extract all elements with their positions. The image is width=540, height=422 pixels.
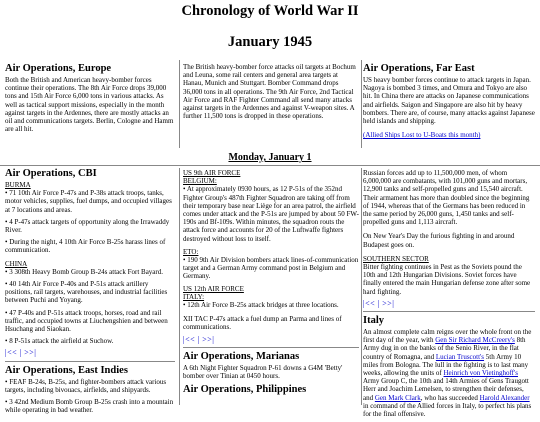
divider (179, 60, 180, 148)
page-subtitle: January 1945 (227, 34, 313, 50)
marianas-heading: Air Operations, Marianas (183, 350, 300, 362)
list-item: • FEAF B-24s, B-25s, and fighter-bombers attack various targets, including bivouacs, airfields, and shipyards. (5, 377, 167, 394)
list-item: • 47 P-40s and P-51s attack troops, horses, road and rail traffic, and occupied towns at Liuchengshien and between Hsuchang and Siaokan. (5, 308, 168, 334)
list-item: • During the night, 4 10th Air Force B-25s harass lines of communication. (5, 238, 166, 255)
list-item: • 8 P-51s attack the airfield at Suchow. (5, 337, 114, 346)
xii-tac-text: XII TAC P-47s attack a fuel dump an Parma and lines of communications. (183, 315, 342, 332)
fareast-heading: Air Operations, Far East (363, 63, 475, 74)
day-heading: Monday, January 1 (228, 152, 312, 163)
belgium-label: BELGIUM: (183, 177, 217, 186)
page-title: Chronology of World War II (181, 3, 359, 19)
uboat-link[interactable]: (Allied Ships Lost to U-Boats this month) (363, 131, 481, 140)
southern-sector-label: SOUTHERN SECTOR (363, 254, 429, 263)
europe-section (5, 63, 175, 133)
eastern-front-section (363, 169, 535, 422)
europe-body: Both the British and American heavy-bomber forces continue their operations. The 8th Air Force drops 39,000 tons and 15th Air Force 6,000 tons in various attacks. As well as tactical support missions, especially in the month against targets in the Ardennes, there are mostly attacks an oil and communications targets. Berlin, Cologne and Hamm are all hit. (5, 76, 174, 134)
list-item: • 71 10th Air Force P-47s and P-38s attack troops, tanks, motor vehicles, supplies, fuel dumps, and occupied villages at 7 locations and areas. (5, 189, 172, 214)
eto-label: ETO: (183, 247, 199, 256)
divider (5, 361, 175, 362)
divider (183, 347, 359, 348)
russian-forces-text: Russian forces add up to 11,500,000 men, of whom 6,000,000 are combatants, with 101,000 guns and mortars, 12,900 tanks and self-propelled guns and 15,540 aircraft. Their armament has more than doubled since the beginning of 1944, whereas that of the Germans has been reduced in the same period by 26,000 guns, 1,450 tanks and self-propelled guns and 1,113 aircraft. (363, 169, 530, 227)
divider (361, 168, 362, 405)
cbi-heading: Air Operations, CBI (5, 168, 97, 179)
philippines-heading: Air Operations, Philippines (183, 384, 307, 396)
vietinghoff-link[interactable]: Heinrich von Vietinghoff's (443, 369, 518, 378)
burma-label: BURMA (5, 181, 31, 189)
divider (179, 168, 180, 405)
fareast-section (363, 63, 535, 139)
truscott-link[interactable]: Lucian Truscott's (435, 352, 485, 361)
nav-links[interactable]: |<< | >>| (363, 298, 395, 308)
italy-text: An almost complete calm reigns over the whole front on the first day of the year, with Gen Sir Richard McCreery's 8th Army dug in on the banks of the Senio River, in the flat country of Romagna, and Lucian Truscott's 5th Army 10 miles from Bologna. The lull in the fighting is to last many weeks, allowing the units of Heinrich von Vietinghoff's Army Group C, the 10th and 14th Armies of Gens Traugott Herr and Joachim Lemelsen, to strengthen their defenses, and Gen Mark Clark, who has succeeded Harold Alexander in command of the Allied forces in Italy, to perfect his plans for the final offensive. (363, 328, 532, 419)
fareast-body: US heavy bomber forces continue to attack targets in Japan. Nagoya is bombed 3 times, and Omura and Tokyo are also hit. In China there are attacks on Japanese communications and airfields. Saigon and Singapore are also hit by heavy bombers. There are, of course, many attacks against Japanese held islands and shipping. (363, 76, 535, 126)
usaf12-label: US 12th AIR FORCE (183, 284, 244, 293)
list-item: • 40 14th Air Force P-40s and P-51s attack artillery positions, rail targets, warehouses, and industrial facilities between Puchi and Yoyang. (5, 280, 168, 305)
marianas-body: A 6th Night Fighter Squadron P-61 downs a G4M 'Betty' bomber over Tinian at 0450 hours. (183, 363, 343, 381)
list-item: • 190 9th Air Division bombers attack lines-of-communication target and a German Army command post in Belgium and Germany. (183, 256, 359, 281)
cbi-section (5, 168, 175, 418)
list-item: • 3 42nd Medium Bomb Group B-25s crash into a mountain while operating in bad weather. (5, 398, 174, 415)
middle-body: The British heavy-bomber force attacks oil targets at Bochum and Leuna, some rail centers and general area targets at Hanau, Munich and Stuttgart. Bomber Command drops 36,000 tons in all operations. The 9th Air Force, 2nd Tactical Air Force and RAF Fighter Command all send many attacks against targets in the Ardennes and against V-weapon sites. A further 11,500 tons is dropped in these operations. (183, 63, 356, 121)
italy-label: ITALY: (183, 292, 205, 301)
divider (361, 60, 362, 148)
italy-heading: Italy (363, 315, 384, 327)
nav-links[interactable]: |<< | >>| (5, 348, 37, 358)
list-item: • 3 308th Heavy Bomb Group B-24s attack Fort Bayard. (5, 267, 163, 276)
usaf-section (183, 169, 359, 397)
alexander-link[interactable]: Harold Alexander (479, 393, 530, 402)
usaf9-label: US 9th AIR FORCE (183, 169, 241, 177)
list-item: • 12th Air Force B-25s attack bridges at three locations. (183, 301, 339, 310)
list-item: • 4 P-47s attack targets of opportunity along the Irrawaddy River. (5, 217, 170, 235)
eastindies-heading: Air Operations, East Indies (5, 364, 128, 376)
mccreery-link[interactable]: Gen Sir Richard McCreery's (435, 336, 515, 345)
middle-section (183, 63, 359, 120)
budapest-text: On New Year's Day the furious fighting in and around Budapest goes on. (363, 232, 515, 249)
list-item: • At approximately 0930 hours, as 12 P-51s of the 352nd Fighter Group's 487th Fighter Squadron are taking off from their temporary base near Liège for an area patrol, the airfield comes under attack and the P-51s are jumped by about 50 FW-190s and Bf-109s. Within minutes, the squadron routs the attack force and accounts for 20 of the Luftwaffe fighters destroyed without loss to itself. (183, 185, 359, 243)
divider (363, 311, 535, 312)
europe-heading: Air Operations, Europe (5, 63, 112, 74)
nav-links[interactable]: |<< | >>| (183, 334, 215, 344)
china-label: CHINA (5, 259, 28, 268)
divider (0, 165, 540, 166)
southern-sector-text: Bitter fighting continues in Pest as the Soviets pound the 10th and 12th Hungarian Divisions. Soviet forces have finally entered the main Hungarian defense zone after some hard fighting. (363, 263, 531, 296)
clark-link[interactable]: Gen Mark Clark (374, 393, 421, 402)
